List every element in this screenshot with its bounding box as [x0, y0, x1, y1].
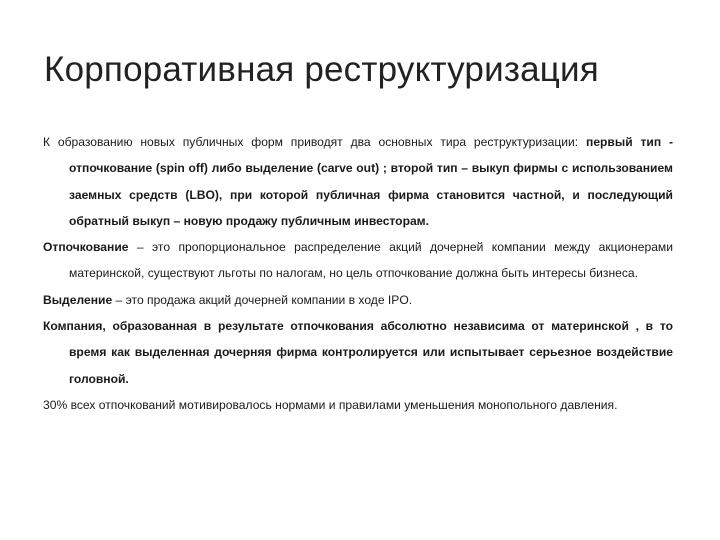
term-spin-off: Отпочкование	[43, 240, 129, 255]
paragraph-text: – это продажа акций дочерней компании в ходе IPO.	[112, 292, 413, 307]
term-carve-out: Выделение	[43, 292, 113, 307]
paragraph-carve-out	[43, 287, 673, 313]
paragraph-restructuring-types	[43, 129, 673, 234]
slide-body	[43, 129, 673, 418]
paragraph-statistic: 30% всех отпочкований мотивировалось нормами и правилами уменьшения монопольного давления.	[43, 397, 618, 412]
paragraph-bold-text: первый тип - отпочкование (spin off) либо выделение (carve out) ; второй тип – выкуп фирмы с использованием заемных средств (LBO), при которой публичная фирма становится частной, и последующий обратный выкуп – новую продажу публичным инвесторам.	[69, 135, 674, 228]
paragraph-spin-off	[43, 234, 673, 287]
paragraph-text: К образованию новых публичных форм приводят два основных тира реструктуризации:	[43, 135, 587, 149]
slide-title: Корпоративная реструктуризация	[44, 50, 599, 89]
paragraph-independence: Компания, образованная в результате отпочкования абсолютно независима от материнской , в то время как выделенная дочерняя фирма контролируется или испытывает серьезное воздействие головной.	[43, 319, 673, 386]
paragraph-text: – это пропорциональное распределение акций дочерней компании между акционерами материнской, существуют льготы по налогам, но цель отпочкование должна быть интересы бизнеса.	[69, 240, 673, 281]
